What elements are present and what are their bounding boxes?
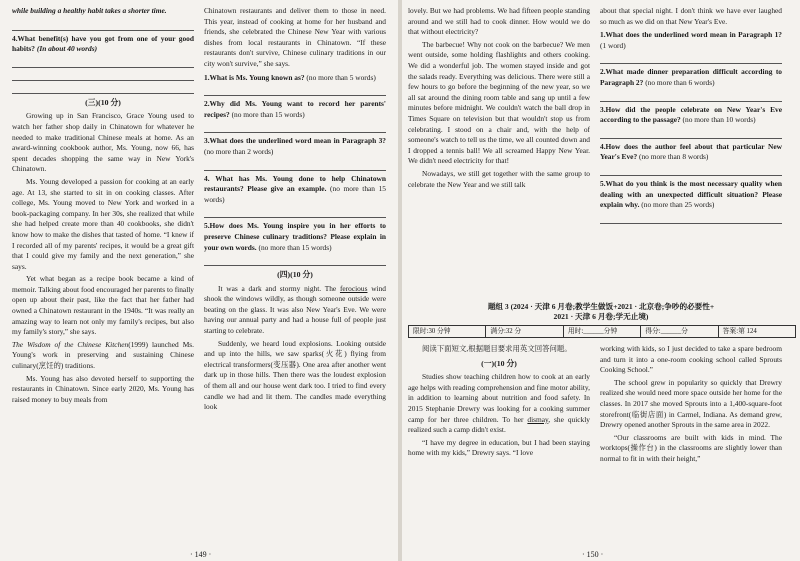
question-3: 3.What does the underlined word mean in Paragraph 3? (no more than 2 words) [204, 136, 386, 156]
answer-line [12, 82, 194, 94]
underlined-word: ferocious [339, 283, 368, 293]
question-4: 4. What has Ms. Young done to help Chinatown restaurants? Please give an example. (no more than 15 words) [204, 173, 386, 204]
right-lower-column-1 [408, 344, 590, 461]
answer-page-cell: 答案:第 124 [722, 328, 757, 335]
left-column-1 [12, 6, 194, 407]
passage-paragraph: Ms. Young has also devoted herself to supporting the restaurants in Chinatown. Since early 2020, Ms. Young has raised money to buy meals from [12, 373, 194, 404]
left-page [0, 0, 398, 561]
question-1: 1.What is Ms. Young known as? (no more than 5 words) [204, 72, 376, 82]
section-one-heading: (一)(10 分) [481, 358, 517, 368]
question-2: 2.What made dinner preparation difficult according to Paragraph 2? (no more than 6 words) [600, 67, 782, 87]
passage-paragraph: working with kids, so I just decided to take a spare bedroom and turn it into a one-room cooking school called Sprouts Cooking School.” [600, 344, 782, 375]
answer-line [600, 164, 782, 176]
passage-paragraph: lovely. But we had problems. We had fifteen people standing around and we still had to cook dinner. How would we do that without electricity? [408, 6, 590, 37]
question-1: 1.What does the underlined word mean in Paragraph 1? (1 word) [600, 30, 782, 50]
passage-paragraph: It was a dark and stormy night. The ferocious wind shook the windows wildly, as though someone outside were beating on the glass. It was also New Year's Eve. We were having our annual party and had a house full of people just starting to celebrate. [204, 283, 386, 336]
right-column-2 [600, 6, 782, 306]
score-cell: 得分:______分 [641, 326, 718, 337]
time-limit-cell: 限时:30 分钟 [409, 326, 486, 337]
passage-paragraph: Suddenly, we heard loud explosions. Looking outside and up into the hills, we saw sparks(火花) flying from electrical transformers(变压器). One area after another went dark up in those hills. Then there was the loudest explosion of them all and our house went dark too. I tried to find every candle we had and lit them. The candles made everything look [204, 338, 386, 412]
section-four-heading: (四)(10 分) [277, 270, 313, 280]
question-5: 5.How does Ms. Young inspire you in her efforts to preserve Chinese culinary traditions? Please explain in your own words. (no more than 15 words) [204, 221, 386, 252]
passage-paragraph: “I have my degree in education, but I had been staying home with my kids,” Drewry says. “I love [408, 437, 590, 458]
passage-paragraph: The Wisdom of the Chinese Kitchen(1999) launched Ms. Young's work in preserving and sustaining Chinese culinary(烹饪的) traditions. [12, 339, 194, 371]
answer-line [204, 84, 386, 96]
answer-line [600, 127, 782, 139]
page-number: · 149 · [190, 550, 212, 559]
passage-paragraph: Yet what began as a recipe book became a kind of memoir. Talking about food encouraged her parents to finally open up about their past, like the fact that her father had owned a Chinatown restaurant in the 1940s. “It was really an amazing way to learn not only my family's recipes, but also my family's story,” she says. [12, 274, 194, 337]
group-title: 题组 3 (2024 · 天津 6 月卷;教学生做饭+2021 · 北京卷;争吵的必要性+ 2021 · 天津 6 月卷;学无止境) [487, 302, 715, 321]
answer-line [204, 121, 386, 133]
passage-paragraph: Chinatown restaurants and deliver them to those in need. This year, instead of cooking at home for her husband and friends, she celebrated the Chinese New Year with various dishes from local restaurants in Chinatown. “If these restaurants don't survive, Chinese culinary traditions in our city won't survive,” she says. [204, 6, 386, 68]
passage-paragraph: The school grew in popularity so quickly that Drewry realized she would need more space outside her home for the classes. In 2017 she moved Sprouts into a 1,400-square-foot storefront(临街店面) in Carmel, Indiana. As demand grew, Drewry opened another Sprouts in the same area in 2022. [600, 377, 782, 430]
question-4: 4.What benefit(s) have you got from one of your good habits? (In about 40 words) [12, 33, 194, 54]
question-3: 3.How did the people celebrate on New Year's Eve according to the passage? (no more than 10 words) [600, 104, 782, 125]
answer-line [204, 159, 386, 171]
left-column-2 [204, 6, 386, 415]
answer-line [600, 52, 782, 64]
answer-line [204, 206, 386, 218]
answer-line [600, 212, 782, 224]
question-4: 4.How does the author feel about that particular New Year's Eve? (no more than 8 words) [600, 141, 782, 162]
section-three-heading: (三)(10 分) [85, 97, 121, 107]
passage-paragraph: The barbecue! Why not cook on the barbecue? We men went outside, some holding flashlights and others cooking. We did a wonderful job. The women stayed inside and got the salads ready. Everything was delicious. There were still a few hours to go before the beginning of the new year, so we all sat around the dining room table and sang up until a few minutes before midnight. We couldn't watch the ball drop in Times Square on television but that wouldn't stop us from celebrating. I stood on a chair and, with the help of someone's watch to tell us the time, we all counted down and I dropped a tennis ball! We all screamed Happy New Year. We didn't need electricity for that! [408, 39, 590, 166]
answer-line [12, 69, 194, 81]
time-used-cell: 用时:______分钟 [564, 326, 641, 337]
passage-paragraph: Studies show teaching children how to cook at an early age helps with reading comprehension and fine motor ability, in addition to learning about nutrition and food safety. In 2015 Stephanie Drewry was looking for a cooking summer camp for her three children. To her dismay, she quickly realized such a camp didn't exist. [408, 372, 590, 435]
passage-paragraph: “Our classrooms are built with kids in mind. The worktops(操作台) in the classrooms are slightly lower than normal to fit in with their height,” [600, 432, 782, 463]
right-lower-column-2 [600, 344, 782, 467]
passage-paragraph: Nowadays, we still get together with the same group to celebrate the New Year and we still talk [408, 168, 590, 189]
answer-line [12, 19, 194, 31]
passage-paragraph: Ms. Young developed a passion for cooking at an early age. At 13, she started to sit in on cooking classes. After college, Ms. Young moved to New York and worked in a book-packaging company. In her 30s, she realized that while she had helped create more than 40 cookbooks, she didn't know how to make the dishes that tasted of home. “I knew if I recorded all of my parents' recipes, it would be a great gift that I could give my family and the next generation,” she says. [12, 176, 194, 271]
passage-paragraph: Growing up in San Francisco, Grace Young used to watch her father shop daily in Chinatown for whatever he needed to make traditional Chinese meals at home. As an award-winning cookbook author, Ms. Young, now 66, has spent decades shopping the same way in New York's Chinatown. [12, 111, 194, 174]
score-table [408, 325, 796, 338]
page-number: · 150 · [582, 550, 604, 559]
instructions: 阅读下面短文,根据题目要求用英文回答问题。 [422, 344, 572, 353]
passage-paragraph: about that special night. I don't think we have ever laughed so much as we did on that New Year's Eve. [600, 6, 782, 26]
right-page [402, 0, 800, 561]
question-5: 5.What do you think is the most necessary quality when dealing with an unexpected difficult situation? Please explain why. (no more than 25 words) [600, 178, 782, 210]
answer-line [12, 56, 194, 68]
answer-line [204, 254, 386, 266]
answer-line [600, 90, 782, 102]
right-column-1 [408, 6, 590, 306]
habit-sentence: while building a healthy habit takes a shorter time. [12, 6, 167, 15]
question-2: 2.Why did Ms. Young want to record her parents' recipes? (no more than 15 words) [204, 99, 386, 119]
full-score-cell: 满分:32 分 [486, 326, 563, 337]
underlined-word: dismay [527, 414, 549, 424]
